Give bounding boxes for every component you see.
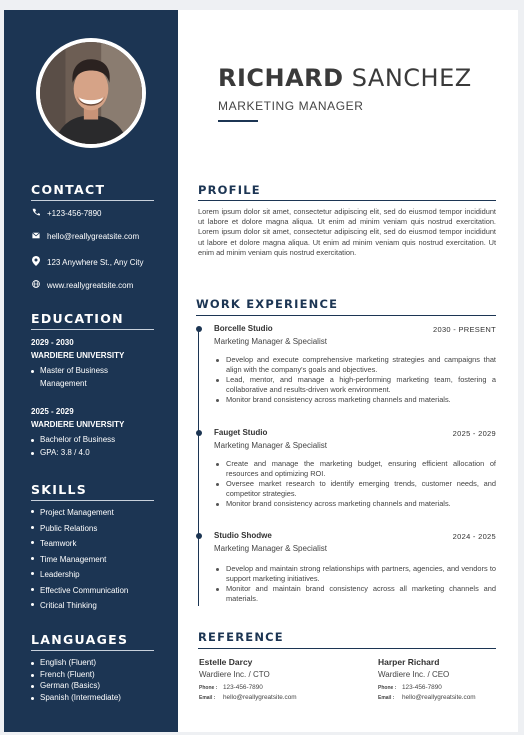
- skill-item: Effective Communication: [31, 583, 161, 599]
- contact-address: [31, 256, 144, 268]
- contact-phone-text: +123-456-7890: [47, 208, 102, 218]
- skills-divider: [31, 500, 154, 501]
- phone-label: Phone :: [199, 685, 218, 691]
- education-heading: EDUCATION: [31, 311, 124, 326]
- languages-heading: LANGUAGES: [31, 632, 129, 647]
- job-bullet: Monitor and maintain brand consistency across all marketing channels and materials.: [214, 584, 496, 604]
- job-bullet: Lead, mentor, and manage a high-performing marketing team, fostering a collaborative and results-driven work environment.: [214, 375, 496, 395]
- profile-heading: PROFILE: [198, 183, 261, 197]
- job-bullet: Monitor brand consistency across marketing channels and materials.: [214, 395, 496, 405]
- job-date: 2030 - PRESENT: [433, 325, 496, 334]
- reference-email: Email : hello@reallygreatsite.com: [199, 694, 297, 701]
- reference-heading: REFERENCE: [198, 630, 284, 644]
- education-detail: Bachelor of Business: [31, 434, 151, 447]
- profile-photo: [36, 38, 146, 148]
- title-underline: [218, 120, 258, 122]
- languages-divider: [31, 650, 154, 651]
- reference-divider: [198, 648, 496, 649]
- last-name: SANCHEZ: [351, 64, 472, 92]
- job-title: MARKETING MANAGER: [218, 99, 364, 113]
- resume-page: [4, 10, 518, 732]
- job-bullet: Develop and maintain strong relationships with partners, agencies, and vendors to support marketing initiatives.: [214, 564, 496, 584]
- education-school: WARDIERE UNIVERSITY: [31, 420, 125, 429]
- contact-address-text: 123 Anywhere St., Any City: [47, 257, 144, 267]
- contact-email: [31, 232, 139, 241]
- location-pin-icon: [31, 256, 41, 268]
- skills-list: [31, 505, 161, 614]
- main-content: [178, 10, 518, 732]
- email-label: Email :: [199, 695, 216, 701]
- contact-website-text: www.reallygreatsite.com: [47, 280, 134, 290]
- first-name: RICHARD: [218, 64, 344, 92]
- work-timeline: [198, 330, 199, 606]
- sidebar: [4, 10, 178, 732]
- job-company: Fauget Studio: [214, 428, 268, 437]
- language-item: French (Fluent): [31, 669, 161, 681]
- job-bullet: Oversee market research to identify emerging trends, customer needs, and competitor strategies.: [214, 479, 496, 499]
- job-date: 2025 - 2029: [452, 429, 496, 438]
- education-school: WARDIERE UNIVERSITY: [31, 351, 125, 360]
- profile-photo-image: [40, 42, 142, 144]
- education-detail: Master of Business Management: [31, 365, 151, 390]
- education-detail: GPA: 3.8 / 4.0: [31, 447, 151, 460]
- reference-phone: Phone : 123-456-7890: [199, 684, 263, 691]
- skills-heading: SKILLS: [31, 482, 88, 497]
- contact-phone: [31, 208, 102, 218]
- reference-company: Wardiere Inc. / CEO: [378, 670, 450, 679]
- timeline-dot: [196, 430, 202, 436]
- mail-icon: [31, 232, 41, 241]
- timeline-dot: [196, 533, 202, 539]
- language-item: Spanish (Intermediate): [31, 692, 161, 704]
- profile-divider: [198, 200, 496, 201]
- job-role: Marketing Manager & Specialist: [214, 337, 327, 346]
- skill-item: Critical Thinking: [31, 598, 161, 614]
- contact-email-text: hello@reallygreatsite.com: [47, 232, 140, 241]
- reference-name: Harper Richard: [378, 657, 440, 667]
- job-bullets: [214, 459, 496, 509]
- skill-item: Public Relations: [31, 521, 161, 537]
- reference-email: Email : hello@reallygreatsite.com: [378, 694, 476, 701]
- job-company: Studio Shodwe: [214, 531, 272, 540]
- contact-heading: CONTACT: [31, 182, 106, 197]
- skill-item: Teamwork: [31, 536, 161, 552]
- reference-company: Wardiere Inc. / CTO: [199, 670, 270, 679]
- job-role: Marketing Manager & Specialist: [214, 441, 327, 450]
- contact-website: [31, 280, 133, 290]
- job-bullet: Monitor brand consistency across marketing channels and materials.: [214, 499, 496, 509]
- work-heading: WORK EXPERIENCE: [196, 297, 339, 311]
- contact-divider: [31, 200, 154, 201]
- timeline-dot: [196, 326, 202, 332]
- education-details: [31, 365, 151, 390]
- work-divider: [196, 315, 496, 316]
- languages-list: [31, 657, 161, 703]
- profile-text: Lorem ipsum dolor sit amet, consectetur adipiscing elit, sed do eiusmod tempor incididunt ut labore et dolore magna aliqua. Ut enim ad minim veniam quis nostrud exercitation. Lorem ipsum dolor sit amet, consectetur adipiscing elit, sed do eiusmod tempor incididunt ut labore et dolore magna aliqua. Ut enim ad minim veniam quis nostrud exercitation. Ut enim ad minim veniam quis nostrud exercitation.: [198, 207, 496, 257]
- education-years: 2029 - 2030: [31, 338, 74, 347]
- phone-label: Phone :: [378, 685, 397, 691]
- reference-phone: Phone : 123-456-7890: [378, 684, 442, 691]
- language-item: German (Basics): [31, 680, 161, 692]
- job-bullet: Create and manage the marketing budget, ensuring efficient allocation of resources and optimizing ROI.: [214, 459, 496, 479]
- skill-item: Project Management: [31, 505, 161, 521]
- skill-item: Time Management: [31, 552, 161, 568]
- education-divider: [31, 329, 154, 330]
- reference-name: Estelle Darcy: [199, 657, 253, 667]
- phone-icon: [31, 208, 41, 218]
- globe-icon: [31, 280, 41, 290]
- skill-item: Leadership: [31, 567, 161, 583]
- job-bullet: Develop and execute comprehensive marketing strategies and campaigns that align with the company's goals and objectives.: [214, 355, 496, 375]
- job-date: 2024 - 2025: [452, 532, 496, 541]
- job-bullets: [214, 564, 496, 604]
- job-role: Marketing Manager & Specialist: [214, 544, 327, 553]
- job-bullets: [214, 355, 496, 405]
- education-years: 2025 - 2029: [31, 407, 74, 416]
- language-item: English (Fluent): [31, 657, 161, 669]
- education-details: [31, 434, 151, 459]
- email-label: Email :: [378, 695, 395, 701]
- full-name: [218, 64, 472, 92]
- job-company: Borcelle Studio: [214, 324, 273, 333]
